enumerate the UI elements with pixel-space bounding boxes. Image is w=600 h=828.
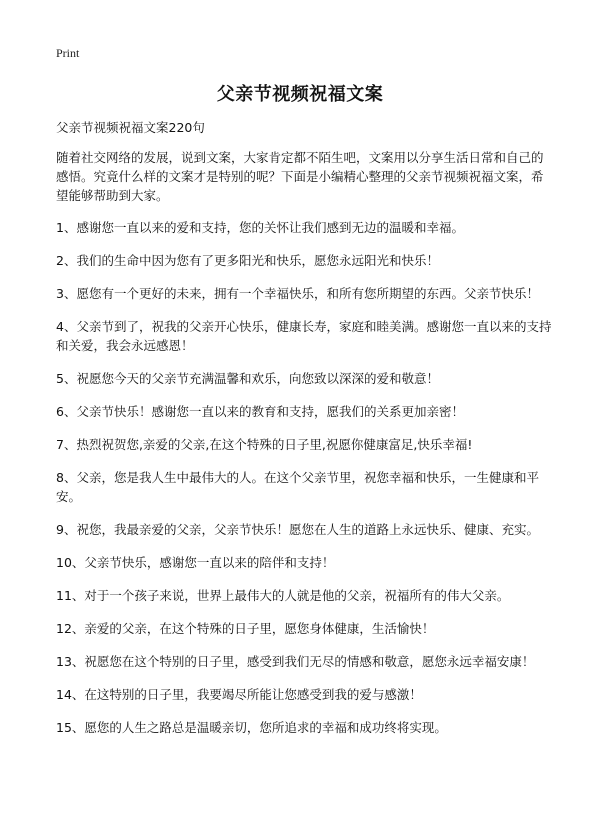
wish-item-5: 5、祝愿您今天的父亲节充满温馨和欢乐，向您致以深深的爱和敬意！ (56, 371, 439, 386)
wish-list (56, 218, 552, 737)
wish-item-15: 15、愿您的人生之路总是温暖亲切，您所追求的幸福和成功终将实现。 (56, 720, 447, 735)
wish-item-2: 2、我们的生命中因为您有了更多阳光和快乐，愿您永远阳光和快乐！ (56, 253, 439, 268)
wish-item-6: 6、父亲节快乐！感谢您一直以来的教育和支持，愿我们的关系更加亲密！ (56, 404, 464, 419)
wish-item-14: 14、在这特别的日子里，我要竭尽所能让您感受到我的爱与感激！ (56, 687, 422, 702)
wish-item-1: 1、感谢您一直以来的爱和支持，您的关怀让我们感到无边的温暖和幸福。 (56, 220, 464, 235)
wish-item-12: 12、亲爱的父亲，在这个特殊的日子里，愿您身体健康，生活愉快！ (56, 621, 435, 636)
wish-item-3: 3、愿您有一个更好的未来，拥有一个幸福快乐，和所有您所期望的东西。父亲节快乐！ (56, 286, 539, 301)
wish-item-10: 10、父亲节快乐，感谢您一直以来的陪伴和支持！ (56, 555, 335, 570)
wish-item-8: 8、父亲，您是我人生中最伟大的人。在这个父亲节里，祝您幸福和快乐，一生健康和平安。 (56, 470, 539, 504)
wish-item-4: 4、父亲节到了，祝我的父亲开心快乐，健康长寿，家庭和睦美满。感谢您一直以来的支持和关爱，我会永远感恩！ (56, 319, 552, 353)
document-subtitle: 父亲节视频祝福文案220句 (56, 120, 205, 135)
wish-item-9: 9、祝您，我最亲爱的父亲，父亲节快乐！愿您在人生的道路上永远快乐、健康、充实。 (56, 522, 539, 537)
document-body (56, 118, 552, 751)
wish-item-7: 7、热烈祝贺您,亲爱的父亲,在这个特殊的日子里,祝愿你健康富足,快乐幸福! (56, 437, 473, 452)
page-title: 父亲节视频祝福文案 (216, 84, 384, 105)
intro-paragraph: 随着社交网络的发展，说到文案，大家肯定都不陌生吧，文案用以分享生活日常和自己的感悟。究竟什么样的文案才是特别的呢？下面是小编精心整理的父亲节视频祝福文案，希望能够帮助到大家。 (56, 150, 544, 203)
print-label: Print (56, 46, 80, 60)
wish-item-13: 13、祝愿您在这个特别的日子里，感受到我们无尽的情感和敬意，愿您永远幸福安康！ (56, 654, 535, 669)
wish-item-11: 11、对于一个孩子来说，世界上最伟大的人就是他的父亲，祝福所有的伟大父亲。 (56, 588, 510, 603)
